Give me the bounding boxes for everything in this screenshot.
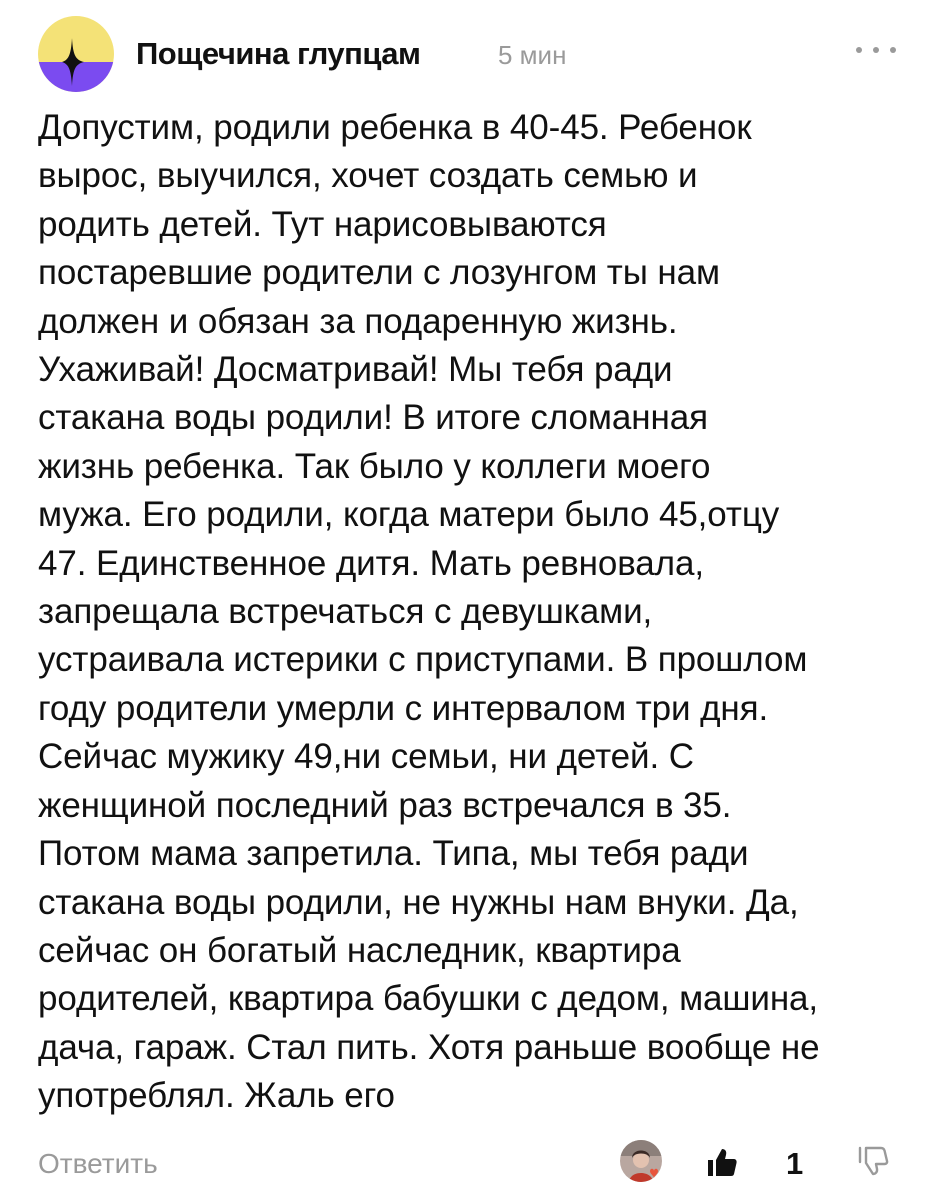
comment-time: 5 мин [498, 40, 567, 70]
avatar-icon[interactable] [38, 16, 114, 92]
author-name[interactable]: Пощечина глупцам [136, 36, 421, 71]
comment-header [38, 16, 908, 96]
comment-footer [38, 1140, 918, 1190]
more-icon[interactable] [856, 38, 896, 62]
comment-line: вырос, выучился, хочет создать семью и [38, 156, 698, 196]
thumbs-down-icon[interactable] [856, 1142, 892, 1180]
comment-line: жизнь ребенка. Так было у коллеги моего [38, 446, 711, 486]
comment-line: сейчас он богатый наследник, квартира [38, 930, 681, 970]
comment-line: мужа. Его родили, когда матери было 45,отцу [38, 495, 780, 535]
comment-line: должен и обязан за подаренную жизнь. [38, 301, 678, 341]
comment-line: устраивала истерики с приступами. В прошлом [38, 640, 808, 680]
comment-line: дача, гараж. Стал пить. Хотя раньше вообще не [38, 1027, 820, 1067]
comment-line: Допустим, родили ребенка в 40-45. Ребенок [38, 108, 752, 147]
comment-line: родить детей. Тут нарисовываются [38, 204, 607, 244]
comment-line: родителей, квартира бабушки с дедом, машина, [38, 979, 819, 1019]
liker-avatar-icon[interactable] [620, 1140, 662, 1182]
comment-line: 47. Единственное дитя. Мать ревновала, [38, 543, 704, 583]
thumbs-up-icon[interactable] [704, 1144, 740, 1180]
comment-text [38, 104, 918, 1121]
comment-line: стакана воды родили! В итоге сломанная [38, 398, 708, 438]
comment-line: постаревшие родители с лозунгом ты нам [38, 253, 720, 293]
comment-line: запрещала встречаться с девушками, [38, 592, 653, 632]
comment-line: женщиной последний раз встречался в 35. [38, 785, 732, 825]
comment-line: употреблял. Жаль его [38, 1076, 395, 1116]
comment-line: году родители умерли с интервалом три дня. [38, 688, 769, 728]
reply-button[interactable]: Ответить [38, 1148, 158, 1179]
more-dot [890, 47, 896, 53]
more-dot [856, 47, 862, 53]
more-dot [873, 47, 879, 53]
comment-line: Потом мама запретила. Типа, мы тебя ради [38, 834, 749, 874]
like-count: 1 [786, 1146, 804, 1181]
comment-line: Сейчас мужику 49,ни семьи, ни детей. С [38, 737, 694, 777]
comment-line: Ухаживай! Досматривай! Мы тебя ради [38, 350, 673, 390]
comment-line: стакана воды родили, не нужны нам внуки. Да, [38, 882, 799, 922]
